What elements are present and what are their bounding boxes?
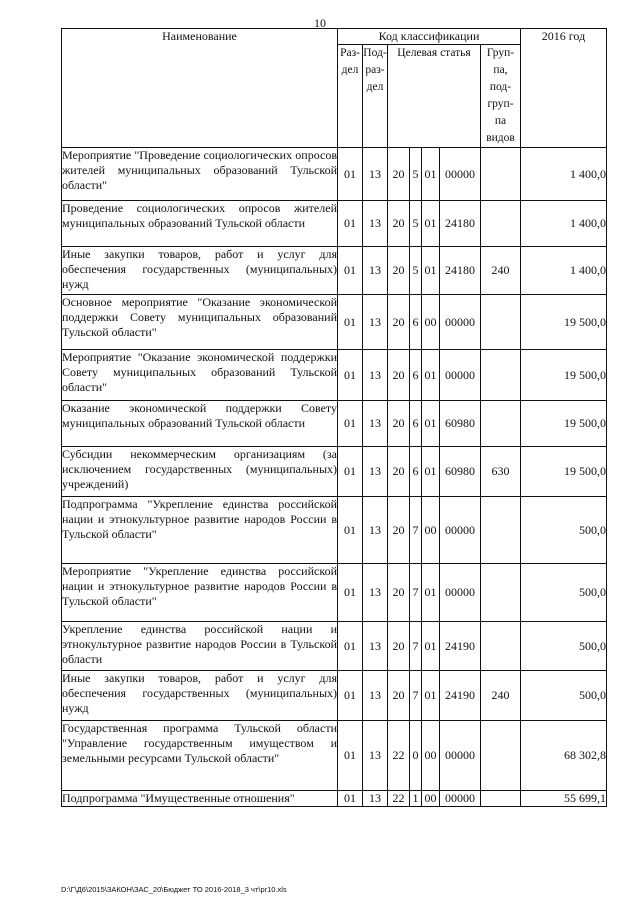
amount-cell: 500,0: [521, 671, 607, 721]
target-code-direction-cell: 24190: [440, 622, 481, 671]
target-code-subprogram-cell: 7: [410, 497, 422, 564]
table-row: [62, 497, 607, 564]
amount-cell: 19 500,0: [521, 350, 607, 401]
target-code-subprogram-cell: 7: [410, 622, 422, 671]
expense-type-cell: 630: [481, 447, 521, 497]
razdel-cell: 01: [338, 247, 363, 295]
target-code-direction-cell: 00000: [440, 564, 481, 622]
target-code-direction-cell: 00000: [440, 721, 481, 791]
razdel-cell: 01: [338, 622, 363, 671]
table-row: [62, 401, 607, 447]
expense-type-cell: [481, 721, 521, 791]
target-code-program-cell: 22: [388, 721, 410, 791]
target-code-subprogram-cell: 7: [410, 671, 422, 721]
header-section: Раз- дел: [338, 45, 363, 148]
expense-type-cell: 240: [481, 671, 521, 721]
table-row: [62, 564, 607, 622]
target-code-event-cell: 00: [422, 791, 440, 807]
expense-type-cell: [481, 401, 521, 447]
target-code-program-cell: 22: [388, 791, 410, 807]
table-row: [62, 350, 607, 401]
target-code-direction-cell: 60980: [440, 401, 481, 447]
amount-cell: 500,0: [521, 564, 607, 622]
header-subsection: Под- раз- дел: [363, 45, 388, 148]
table-row: [62, 247, 607, 295]
header-name: Наименование: [62, 29, 338, 148]
podrazdel-cell: 13: [363, 622, 388, 671]
row-name: Иные закупки товаров, работ и услуг для обеспечения государственных (муниципальных) нужд: [62, 671, 338, 721]
target-code-direction-cell: 24180: [440, 247, 481, 295]
target-code-program-cell: 20: [388, 148, 410, 201]
target-code-event-cell: 01: [422, 401, 440, 447]
header-target-article: Целевая статья: [388, 45, 481, 148]
target-code-subprogram-cell: 5: [410, 201, 422, 247]
target-code-direction-cell: 00000: [440, 497, 481, 564]
target-code-subprogram-cell: 6: [410, 350, 422, 401]
table-row: [62, 721, 607, 791]
page-number: 10: [314, 16, 326, 30]
podrazdel-cell: 13: [363, 564, 388, 622]
row-name: Основное мероприятие "Оказание экономической поддержки Совету муниципальных образований Тульской области": [62, 295, 338, 350]
amount-cell: 19 500,0: [521, 401, 607, 447]
row-name: Укрепление единства российской нации и этнокультурное развитие народов России в Тульской области: [62, 622, 338, 671]
row-name: Оказание экономической поддержки Совету муниципальных образований Тульской области: [62, 401, 338, 447]
target-code-subprogram-cell: 6: [410, 447, 422, 497]
razdel-cell: 01: [338, 350, 363, 401]
target-code-subprogram-cell: 7: [410, 564, 422, 622]
row-name: Субсидии некоммерческим организациям (за исключением государственных (муниципальных) учреждений): [62, 447, 338, 497]
expense-type-cell: [481, 148, 521, 201]
target-code-event-cell: 01: [422, 201, 440, 247]
header-year: 2016 год: [521, 29, 607, 148]
target-code-program-cell: 20: [388, 201, 410, 247]
target-code-subprogram-cell: 6: [410, 401, 422, 447]
header-group: Груп- па, под- груп- па видов: [481, 45, 521, 148]
table-body: [62, 148, 607, 807]
target-code-event-cell: 00: [422, 295, 440, 350]
podrazdel-cell: 13: [363, 247, 388, 295]
target-code-program-cell: 20: [388, 295, 410, 350]
razdel-cell: 01: [338, 721, 363, 791]
target-code-event-cell: 00: [422, 497, 440, 564]
target-code-subprogram-cell: 6: [410, 295, 422, 350]
target-code-event-cell: 01: [422, 447, 440, 497]
razdel-cell: 01: [338, 671, 363, 721]
target-code-event-cell: 01: [422, 564, 440, 622]
podrazdel-cell: 13: [363, 721, 388, 791]
podrazdel-cell: 13: [363, 295, 388, 350]
target-code-program-cell: 20: [388, 401, 410, 447]
target-code-program-cell: 20: [388, 622, 410, 671]
table-row: [62, 791, 607, 807]
target-code-direction-cell: 00000: [440, 148, 481, 201]
row-name: Мероприятие "Проведение социологических опросов жителей муниципальных образований Тульской области": [62, 148, 338, 201]
amount-cell: 1 400,0: [521, 148, 607, 201]
row-name: Проведение социологических опросов жителей муниципальных образований Тульской области: [62, 201, 338, 247]
row-name: Государственная программа Тульской области "Управление государственным имуществом и земельными ресурсами Тульской области": [62, 721, 338, 791]
table-row: [62, 148, 607, 201]
table-row: [62, 671, 607, 721]
amount-cell: 19 500,0: [521, 447, 607, 497]
expense-type-cell: [481, 350, 521, 401]
budget-table: [61, 28, 607, 807]
target-code-event-cell: 01: [422, 247, 440, 295]
target-code-direction-cell: 60980: [440, 447, 481, 497]
razdel-cell: 01: [338, 447, 363, 497]
podrazdel-cell: 13: [363, 497, 388, 564]
expense-type-cell: [481, 564, 521, 622]
row-name: Мероприятие "Оказание экономической поддержки Совету муниципальных образований Тульской области": [62, 350, 338, 401]
amount-cell: 55 699,1: [521, 791, 607, 807]
table-row: [62, 201, 607, 247]
target-code-direction-cell: 00000: [440, 295, 481, 350]
target-code-direction-cell: 00000: [440, 791, 481, 807]
target-code-event-cell: 00: [422, 721, 440, 791]
target-code-direction-cell: 24180: [440, 201, 481, 247]
header-classification: Код классификации: [338, 29, 521, 45]
amount-cell: 500,0: [521, 497, 607, 564]
amount-cell: 1 400,0: [521, 247, 607, 295]
row-name: Иные закупки товаров, работ и услуг для обеспечения государственных (муниципальных) нужд: [62, 247, 338, 295]
target-code-subprogram-cell: 5: [410, 247, 422, 295]
row-name: Подпрограмма "Имущественные отношения": [62, 791, 338, 807]
podrazdel-cell: 13: [363, 401, 388, 447]
razdel-cell: 01: [338, 148, 363, 201]
target-code-event-cell: 01: [422, 671, 440, 721]
row-name: Подпрограмма "Укрепление единства российской нации и этнокультурное развитие народов России в Тульской области": [62, 497, 338, 564]
expense-type-cell: [481, 201, 521, 247]
target-code-direction-cell: 24190: [440, 671, 481, 721]
amount-cell: 500,0: [521, 622, 607, 671]
razdel-cell: 01: [338, 295, 363, 350]
footer-file-path: D:\Г\Д6\2015\ЗАКОН\ЗАС_20\Бюджет ТО 2016-2018_3 чт\pr10.xls: [61, 885, 287, 894]
razdel-cell: 01: [338, 401, 363, 447]
target-code-program-cell: 20: [388, 671, 410, 721]
expense-type-cell: [481, 497, 521, 564]
table-row: [62, 622, 607, 671]
target-code-subprogram-cell: 1: [410, 791, 422, 807]
podrazdel-cell: 13: [363, 350, 388, 401]
target-code-program-cell: 20: [388, 247, 410, 295]
table-row: [62, 295, 607, 350]
target-code-event-cell: 01: [422, 148, 440, 201]
podrazdel-cell: 13: [363, 148, 388, 201]
podrazdel-cell: 13: [363, 447, 388, 497]
podrazdel-cell: 13: [363, 791, 388, 807]
razdel-cell: 01: [338, 791, 363, 807]
target-code-direction-cell: 00000: [440, 350, 481, 401]
target-code-program-cell: 20: [388, 447, 410, 497]
row-name: Мероприятие "Укрепление единства российской нации и этнокультурное развитие народов России в Тульской области": [62, 564, 338, 622]
target-code-event-cell: 01: [422, 622, 440, 671]
razdel-cell: 01: [338, 564, 363, 622]
target-code-subprogram-cell: 5: [410, 148, 422, 201]
target-code-subprogram-cell: 0: [410, 721, 422, 791]
amount-cell: 19 500,0: [521, 295, 607, 350]
expense-type-cell: 240: [481, 247, 521, 295]
razdel-cell: 01: [338, 201, 363, 247]
target-code-program-cell: 20: [388, 497, 410, 564]
target-code-event-cell: 01: [422, 350, 440, 401]
target-code-program-cell: 20: [388, 350, 410, 401]
amount-cell: 68 302,8: [521, 721, 607, 791]
expense-type-cell: [481, 622, 521, 671]
expense-type-cell: [481, 295, 521, 350]
table-row: [62, 447, 607, 497]
podrazdel-cell: 13: [363, 201, 388, 247]
expense-type-cell: [481, 791, 521, 807]
razdel-cell: 01: [338, 497, 363, 564]
target-code-program-cell: 20: [388, 564, 410, 622]
podrazdel-cell: 13: [363, 671, 388, 721]
amount-cell: 1 400,0: [521, 201, 607, 247]
